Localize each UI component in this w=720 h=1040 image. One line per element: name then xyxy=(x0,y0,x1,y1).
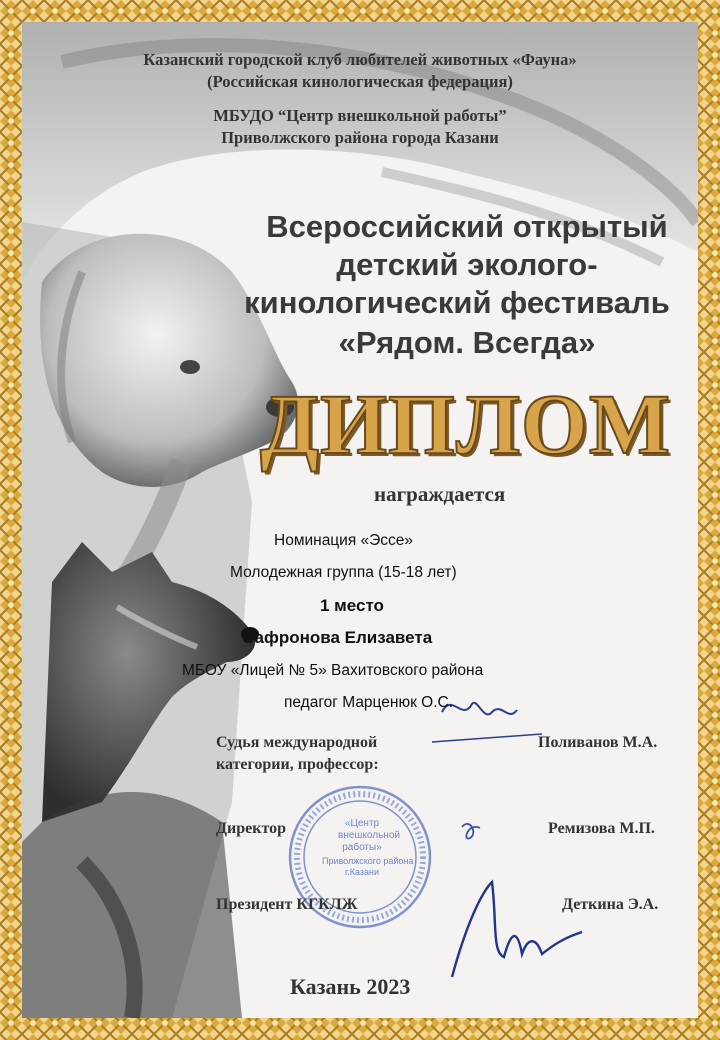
age-group: Молодежная группа (15-18 лет) xyxy=(230,564,457,581)
president-title: Президент КГКЛЖ xyxy=(216,896,358,913)
teacher: педагог Марценюк О.С. xyxy=(284,694,454,711)
awarded-label: награждается xyxy=(374,482,506,506)
judge-name: Поливанов М.А. xyxy=(538,734,658,751)
school: МБОУ «Лицей № 5» Вахитовского района xyxy=(182,662,484,679)
festival-line-2: детский эколого- xyxy=(336,247,598,282)
festival-line-3: кинологический фестиваль xyxy=(244,285,670,320)
judge-title-line-2: категории, профессор: xyxy=(216,756,379,773)
festival-line-4: «Рядом. Всегда» xyxy=(338,325,596,360)
festival-line-1: Всероссийский открытый xyxy=(266,209,668,244)
org-line-3: МБУДО “Центр внешкольной работы” xyxy=(213,106,507,125)
winner-name: Сафронова Елизавета xyxy=(242,628,433,647)
stamp-line-4: Приволжского района xyxy=(322,856,414,866)
stamp-line-1: «Центр xyxy=(344,818,380,829)
city-year: Казань 2023 xyxy=(290,974,411,999)
diploma-title: ДИПЛОМ xyxy=(260,376,672,472)
stamp-text xyxy=(338,818,400,854)
nomination: Номинация «Эссе» xyxy=(274,532,414,549)
stamp-text-2 xyxy=(322,856,414,878)
president-name: Деткина Э.А. xyxy=(562,896,659,913)
org-line-2: (Российская кинологическая федерация) xyxy=(207,72,513,91)
stamp-line-3: работы» xyxy=(342,842,382,853)
judge-title-line-1: Судья международной xyxy=(216,734,378,751)
judge-signature xyxy=(442,703,517,715)
stamp-line-2: внешкольной xyxy=(338,830,400,841)
org-line-4: Приволжского района города Казани xyxy=(221,128,499,147)
org-line-1: Казанский городской клуб любителей животных «Фауна» xyxy=(143,50,577,69)
director-title: Директор xyxy=(216,820,286,837)
diploma-paper xyxy=(22,22,698,1018)
stamp-line-5: г.Казани xyxy=(345,867,379,877)
director-name: Ремизова М.П. xyxy=(548,820,655,837)
place: 1 место xyxy=(320,596,384,615)
